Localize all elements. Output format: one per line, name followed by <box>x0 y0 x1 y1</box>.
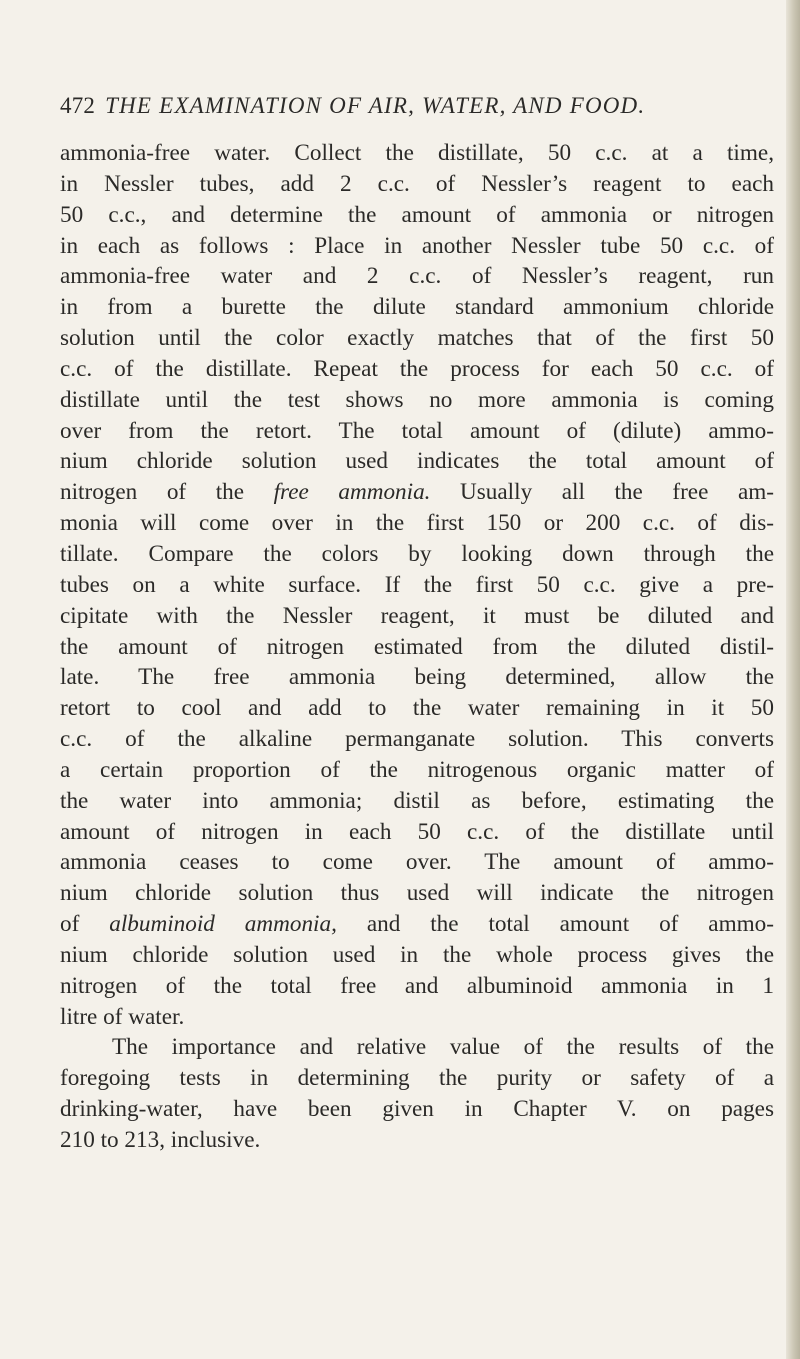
text-run: solution until the color exactly matches that of the first 50 <box>60 325 774 352</box>
text-line <box>60 755 774 786</box>
text-run: a certain proportion of the nitrogenous organic matter of <box>60 756 774 783</box>
text-run: in from a burette the dilute standard ammonium chloride <box>60 294 774 321</box>
text-line <box>60 693 774 724</box>
text-run: ammonia-free water. Collect the distillate, 50 c.c. at a time, <box>60 140 774 166</box>
text-line <box>60 261 774 292</box>
text-line <box>60 416 774 447</box>
text-line: foregoing tests in determining the purity or safety of a <box>60 1065 774 1092</box>
running-title: THE EXAMINATION OF AIR, WATER, AND FOOD. <box>105 93 646 118</box>
text-run: monia will come over in the first 150 or 200 c.c. of dis- <box>60 510 774 537</box>
text-run: and the total amount of ammo- <box>336 911 774 938</box>
text-run: nitrogen of the <box>60 479 274 506</box>
text-line <box>60 354 774 385</box>
text-run: c.c. of the distillate. Repeat the process for each 50 c.c. of <box>60 355 774 382</box>
text-run: late. The free ammonia being determined, allow the <box>60 664 774 691</box>
text-run: c.c. of the alkaline permanganate solution. This converts <box>60 726 774 753</box>
text-run: nitrogen of the total free and albuminoid ammonia in 1 <box>60 972 774 999</box>
text-line <box>60 632 774 663</box>
text-line <box>60 847 774 878</box>
paragraph-2 <box>60 1032 774 1155</box>
page-number: 472 <box>60 93 96 118</box>
text-line <box>60 1002 774 1033</box>
text-run: the amount of nitrogen estimated from the diluted distil- <box>60 633 774 660</box>
text-run: ammonia ceases to come over. The amount of ammo- <box>60 849 774 876</box>
text-line: drinking-water, have been given in Chapter V. on pages <box>60 1096 774 1123</box>
text-run: in Nessler tubes, add 2 c.c. of Nessler’s reagent to each <box>60 170 774 197</box>
text-run: in each as follows : Place in another Nessler tube 50 c.c. of <box>60 232 774 259</box>
text-line <box>60 231 774 262</box>
text-run: of <box>60 911 110 938</box>
text-run: nium chloride solution thus used will indicate the nitrogen <box>60 880 774 907</box>
text-run: cipitate with the Nessler reagent, it must be diluted and <box>60 602 774 629</box>
text-line <box>60 385 774 416</box>
text-line <box>60 169 774 200</box>
text-run: over from the retort. The total amount of (dilute) ammo- <box>60 417 774 444</box>
italic-term: albuminoid ammonia, <box>109 911 337 938</box>
text-line <box>60 601 774 632</box>
text-line <box>60 200 774 231</box>
text-line <box>60 570 774 601</box>
text-run: distillate until the test shows no more ammonia is coming <box>60 386 774 413</box>
running-header <box>60 93 760 119</box>
text-run: tubes on a white surface. If the first 50 c.c. give a pre- <box>60 571 774 598</box>
body-text <box>60 138 774 1156</box>
text-line: The importance and relative value of the results of the <box>112 1034 774 1061</box>
text-line <box>60 323 774 354</box>
text-line <box>60 940 774 971</box>
text-line <box>60 477 774 508</box>
text-run: Usually all the free am- <box>430 479 774 506</box>
text-run: retort to cool and add to the water remaining in it 50 <box>60 695 774 722</box>
text-line <box>60 446 774 477</box>
page-edge-shadow <box>786 0 800 1359</box>
text-run: tillate. Compare the colors by looking down through the <box>60 540 774 567</box>
text-run: amount of nitrogen in each 50 c.c. of the distillate until <box>60 818 774 845</box>
text-line <box>60 817 774 848</box>
text-run: litre of water. <box>60 1003 185 1030</box>
text-run: 50 c.c., and determine the amount of ammonia or nitrogen <box>60 201 774 228</box>
text-run: nium chloride solution used indicates the total amount of <box>60 448 774 475</box>
text-line <box>60 138 774 169</box>
text-line <box>60 662 774 693</box>
text-line <box>60 508 774 539</box>
italic-term: free ammonia. <box>273 479 431 506</box>
text-run: the water into ammonia; distil as before, estimating the <box>60 787 774 814</box>
text-line <box>60 786 774 817</box>
text-line <box>60 878 774 909</box>
text-line <box>60 971 774 1002</box>
text-line <box>60 539 774 570</box>
paragraph-1 <box>60 138 774 1032</box>
text-line <box>60 909 774 940</box>
text-line <box>60 292 774 323</box>
text-line <box>60 724 774 755</box>
text-run: nium chloride solution used in the whole process gives the <box>60 941 774 968</box>
text-line: 210 to 213, inclusive. <box>60 1127 261 1153</box>
text-run: ammonia-free water and 2 c.c. of Nessler’s reagent, run <box>60 263 774 290</box>
